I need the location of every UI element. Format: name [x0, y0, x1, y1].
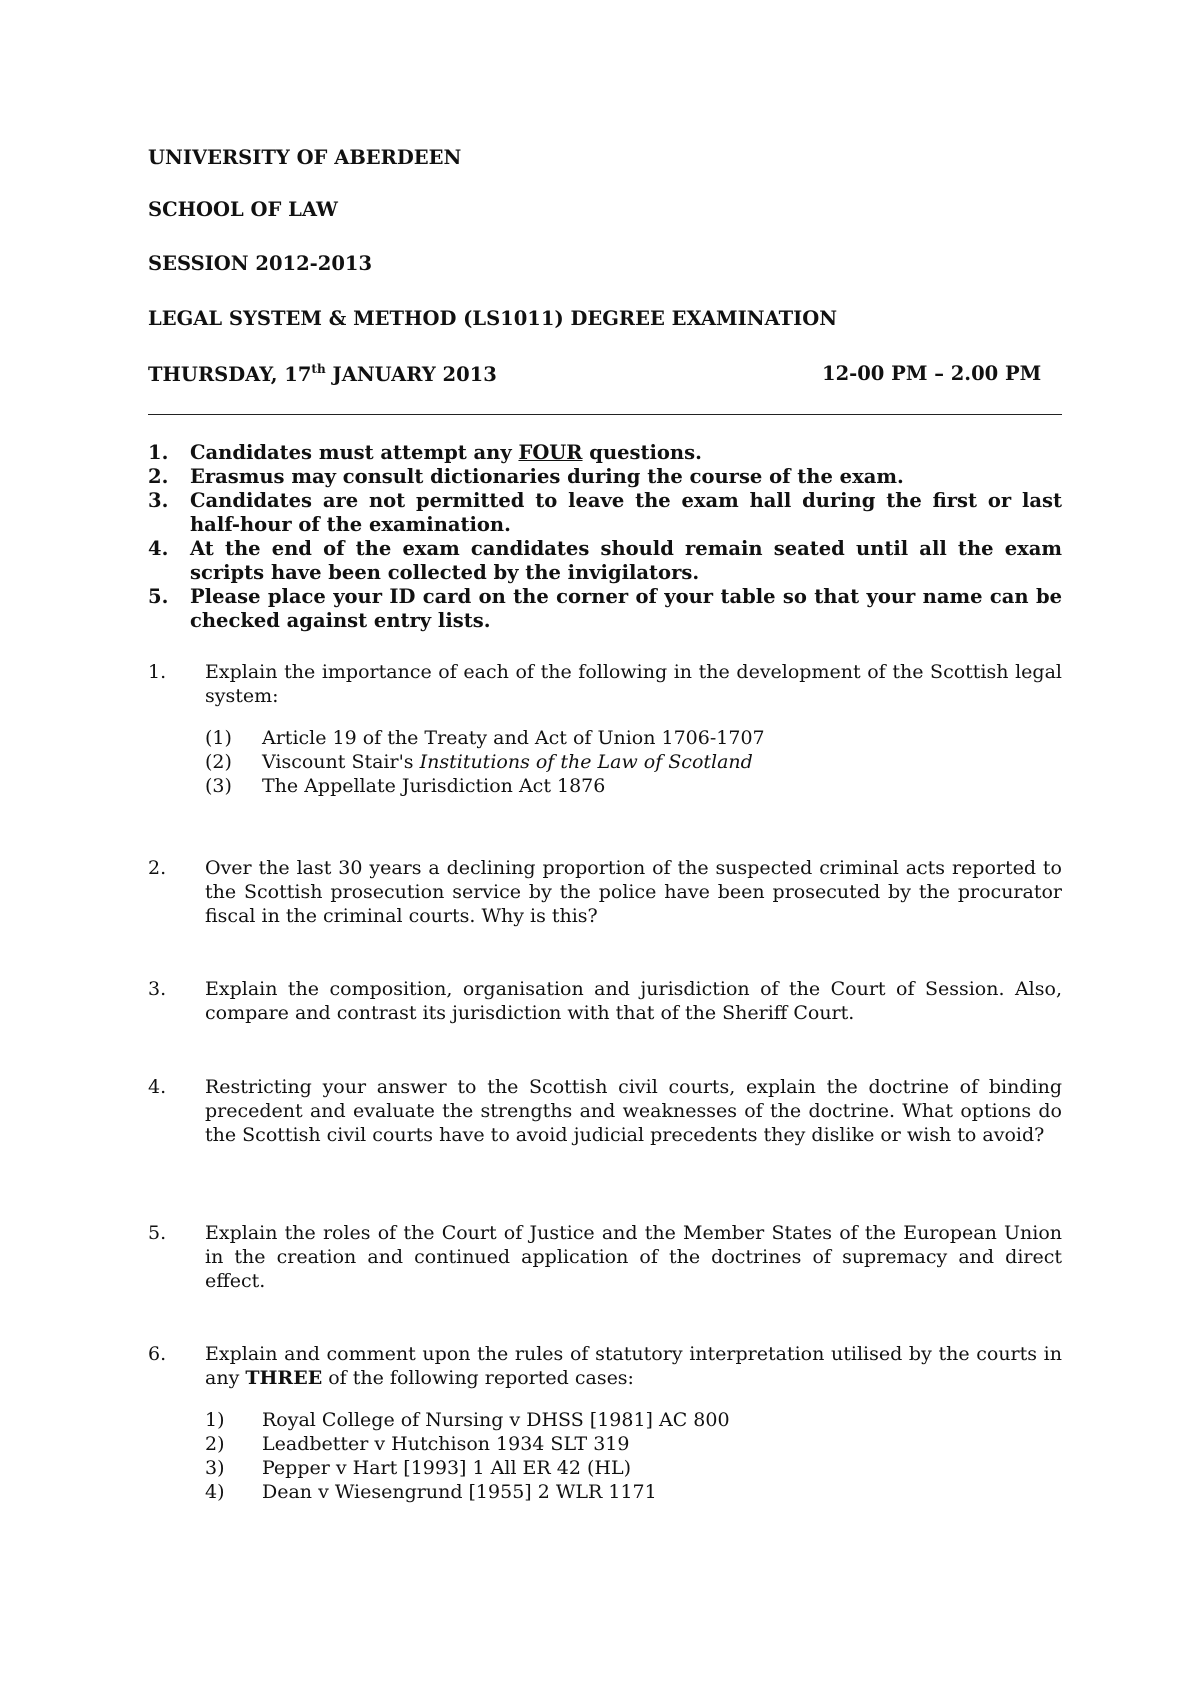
instruction-item [148, 585, 1062, 633]
instruction-number: 5. [148, 585, 169, 608]
sub-item-number: (1) [205, 727, 232, 749]
question-body [205, 1342, 1062, 1504]
instruction-emphasis: FOUR [518, 441, 583, 464]
question-body [205, 1221, 1062, 1293]
instruction-number: 3. [148, 489, 169, 512]
question-number: 5. [148, 1222, 167, 1244]
sub-item-text: Dean v Wiesengrund [1955] 2 WLR 1171 [262, 1481, 657, 1503]
question-number: 6. [148, 1343, 167, 1365]
instructions-list [148, 441, 1062, 633]
question-body [205, 1075, 1062, 1147]
sub-item-number: 2) [205, 1433, 225, 1455]
question-6 [148, 1342, 1062, 1504]
question-number: 3. [148, 978, 167, 1000]
sub-item-title-italic: Institutions of the Law of Scotland [419, 751, 753, 773]
question-text-post: of the following reported cases: [322, 1367, 634, 1389]
sub-item-text: The Appellate Jurisdiction Act 1876 [262, 775, 606, 797]
question-text: Over the last 30 years a declining proportion of the suspected criminal acts reported to the Scottish prosecution service by the police have been prosecuted by the procurator fiscal in the criminal courts. Why is this? [205, 857, 1062, 927]
instruction-item [148, 537, 1062, 585]
instruction-text-post: questions. [582, 441, 702, 464]
school-name: SCHOOL OF LAW [148, 198, 338, 221]
instruction-text: Please place your ID card on the corner of your table so that your name can be checked against entry lists. [190, 585, 1062, 632]
question-text: Restricting your answer to the Scottish civil courts, explain the doctrine of binding precedent and evaluate the strengths and weaknesses of the doctrine. What options do the Scottish civil courts have to avoid judicial precedents they dislike or wish to avoid? [205, 1076, 1062, 1146]
question-4 [148, 1075, 1062, 1147]
exam-time: 12-00 PM – 2.00 PM [822, 362, 1042, 385]
instruction-text: Candidates are not permitted to leave the exam hall during the first or last half-hour of the examination. [190, 489, 1062, 536]
question-3 [148, 977, 1062, 1025]
sub-item-list [205, 726, 1062, 798]
question-5 [148, 1221, 1062, 1293]
exam-date-suffix: JANUARY 2013 [325, 363, 497, 386]
exam-date-prefix: THURSDAY, 17 [148, 363, 312, 386]
sub-item-text: Article 19 of the Treaty and Act of Union 1706-1707 [262, 727, 765, 749]
question-text: Explain the composition, organisation and jurisdiction of the Court of Session. Also, compare and contrast its jurisdiction with that of the Sheriff Court. [205, 978, 1062, 1024]
sub-item-text: Pepper v Hart [1993] 1 All ER 42 (HL) [262, 1457, 631, 1479]
question-number: 1. [148, 661, 167, 683]
sub-item-text: Leadbetter v Hutchison 1934 SLT 319 [262, 1433, 630, 1455]
header-divider [148, 414, 1062, 415]
sub-item [205, 1456, 1062, 1480]
sub-item [205, 750, 1062, 774]
question-text-pre: Explain and comment upon the rules of statutory interpretation utilised by the courts in any [205, 1343, 1062, 1389]
question-number: 4. [148, 1076, 167, 1098]
instruction-number: 1. [148, 441, 169, 464]
sub-item-number: (2) [205, 751, 232, 773]
session-label: SESSION 2012-2013 [148, 252, 373, 275]
question-text [205, 1342, 1062, 1390]
question-body [205, 660, 1062, 798]
instruction-number: 4. [148, 537, 169, 560]
sub-item-number: 3) [205, 1457, 225, 1479]
sub-item-text-pre: Viscount Stair's [262, 751, 420, 773]
sub-item-number: 1) [205, 1409, 225, 1431]
question-text: Explain the importance of each of the following in the development of the Scottish legal system: [205, 661, 1062, 707]
instruction-item [148, 489, 1062, 537]
sub-item-number: 4) [205, 1481, 225, 1503]
instruction-item [148, 465, 1062, 489]
question-body [205, 856, 1062, 928]
question-text-bold: THREE [245, 1367, 323, 1389]
instruction-text: Erasmus may consult dictionaries during the course of the exam. [190, 465, 904, 488]
question-text: Explain the roles of the Court of Justice and the Member States of the European Union in the creation and continued application of the doctrines of supremacy and direct effect. [205, 1222, 1062, 1292]
sub-item-text [262, 750, 753, 774]
question-1 [148, 660, 1062, 798]
exam-date-ordinal: th [311, 362, 326, 376]
question-number: 2. [148, 857, 167, 879]
sub-item [205, 774, 1062, 798]
sub-item [205, 726, 1062, 750]
sub-item-text: Royal College of Nursing v DHSS [1981] AC 800 [262, 1409, 730, 1431]
university-name: UNIVERSITY OF ABERDEEN [148, 146, 462, 169]
exam-title: LEGAL SYSTEM & METHOD (LS1011) DEGREE EXAMINATION [148, 307, 838, 330]
question-2 [148, 856, 1062, 928]
sub-item [205, 1408, 1062, 1432]
instruction-item [148, 441, 1062, 465]
question-body [205, 977, 1062, 1025]
sub-item [205, 1432, 1062, 1456]
sub-item-number: (3) [205, 775, 232, 797]
instruction-number: 2. [148, 465, 169, 488]
instruction-text: At the end of the exam candidates should remain seated until all the exam scripts have been collected by the invigilators. [190, 537, 1062, 584]
instruction-text-pre: Candidates must attempt any [190, 441, 519, 464]
sub-item-list [205, 1408, 1062, 1504]
exam-date [148, 362, 497, 386]
sub-item [205, 1480, 1062, 1504]
instruction-text [190, 441, 1062, 465]
